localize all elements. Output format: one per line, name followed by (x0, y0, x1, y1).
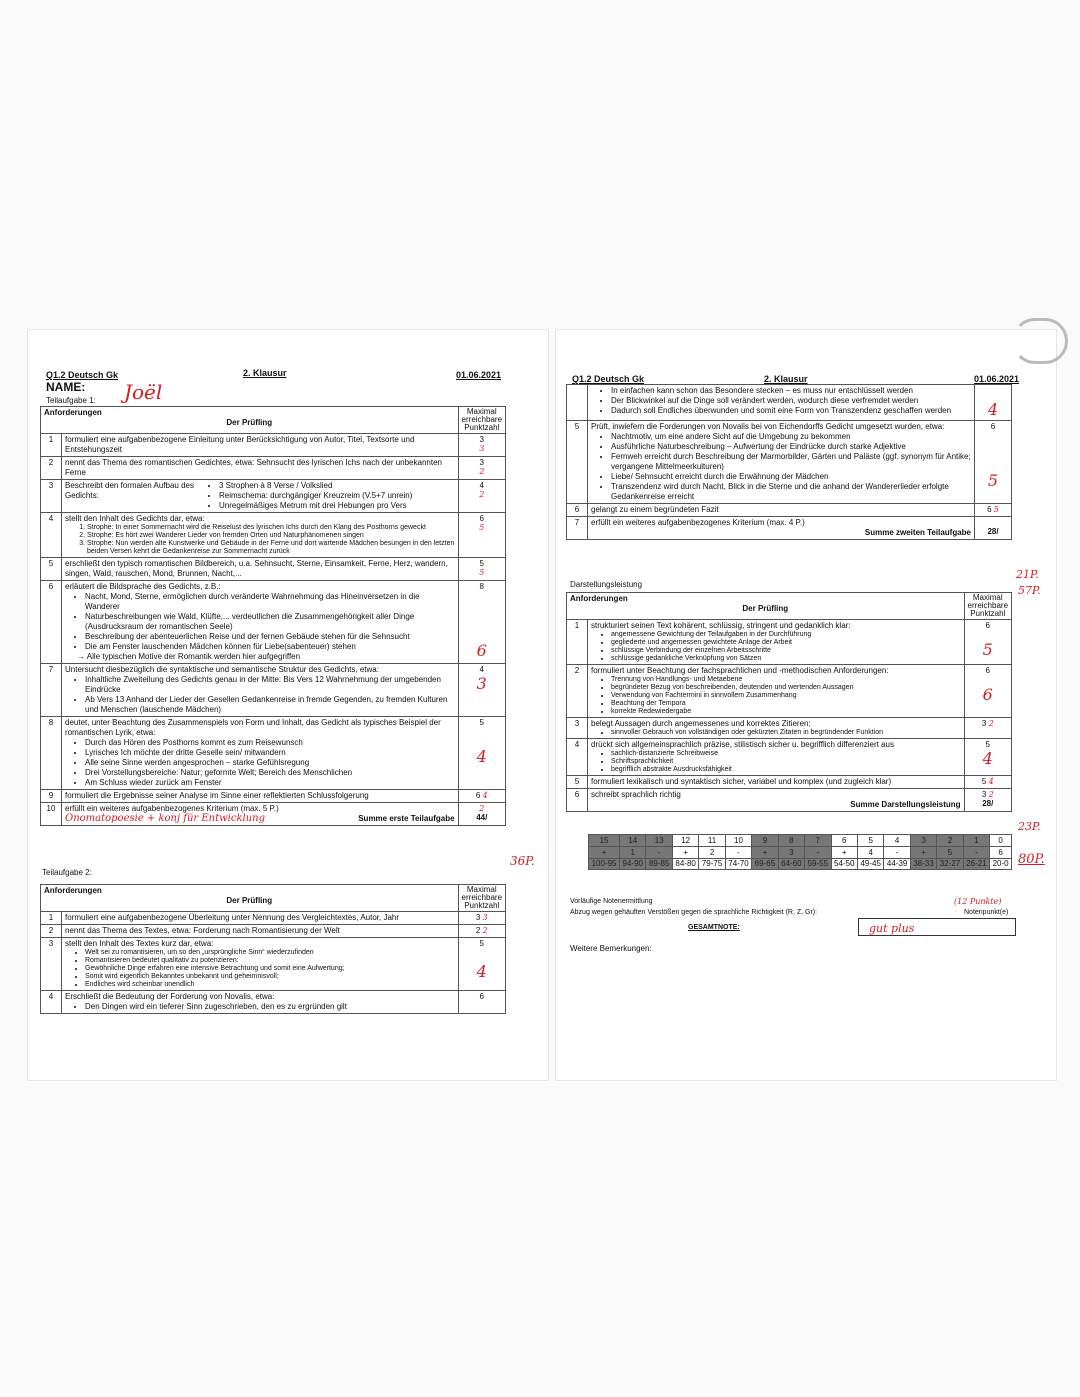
table-row: 6 schreibt sprachlich richtig Summe Darstellungsleistung 3 2 28/ (567, 789, 1012, 812)
paperclip-icon (1012, 318, 1068, 364)
darst-table: Anforderungen Der Prüfling Maximal erreichbare Punktzahl 1 strukturiert seinen Text kohärent, schlüssig, stringent und gedanklich klar: • angemessene Gewichtung der Teilaufgaben in der Durchführung • gegliederte und angemessen gewichtete Anlage der Arbeit • schlüssige Verbindung der einzelnen Arbeitsschritte • schlüssige gedankliche Verknüpfung von Sätzen 6 5 2 formuliert unter Beachtung der fachsprachlichen und -methodischen Anforderungen: • Trennung von Handlungs- und Metaebene • begründeter Bezug von beschreibenden, deutenden und wertenden Aussagen • Verwendung von Fachtermini in sinnvollem Zusammenhang • Beachtung der Tempora • korrekte Redewiedergabe 6 6 3 belegt Aussagen durch angemessenes und korrektes Zitieren: • sinnvoller Gebrauch von vollständigen oder gekürzten Zitaten in begründender Funktion 3 2 4 drückt sich allgemeinsprachlich präzise, stilistisch sicher u. begrifflich differenziert aus • sachlich-distanzierte Schreibweise • Schriftsprachlichkeit • begrifflich abstrakte Ausdrucksfähigkeit 5 4 5 formuliert lexikalisch und syntaktisch sicher, variabel und komplex (und zugleich klar) 5 4 6 schreibt sprachlich richtig Summe Darstellungsleistung 3 2 28/ (566, 592, 1012, 812)
candidate-header: Der Prüfling (226, 418, 273, 427)
grade-table (588, 834, 1012, 870)
grade-cell: 3 (778, 847, 804, 859)
left-sheet (28, 330, 548, 1080)
dsum-label: Summe Darstellungsleistung (850, 800, 961, 809)
task1-label: Teilaufgabe 1: (46, 396, 96, 405)
grade-cell: + (910, 847, 936, 859)
sum2-label: Summe zweiten Teilaufgabe (864, 528, 971, 537)
grade-cell: 2 (937, 835, 963, 847)
table-row: 3 belegt Aussagen durch angemessenes und korrektes Zitieren: • sinnvoller Gebrauch von vollständigen oder gekürzten Zitaten in begründender Funktion 3 2 (567, 718, 1012, 739)
subtotal-score: 57P. (1018, 584, 1041, 597)
grade-cell: + (589, 847, 620, 859)
grade-cell: 74-70 (725, 859, 751, 870)
deduct-label: Abzug wegen gehäuften Verstößen gegen die sprachliche Richtigkeit (R, Z, Gr): (570, 909, 818, 916)
table-row: 6 gelangt zu einem begründeten Fazit 6 5 (567, 504, 1012, 517)
exam-label: 2. Klausur (243, 368, 287, 378)
task2-cont-table (566, 384, 1012, 540)
grade-cell: 3 (910, 835, 936, 847)
table-row: 5 formuliert lexikalisch und syntaktisch sicher, variabel und komplex (und zugleich klar) 5 4 (567, 776, 1012, 789)
grade-cell: 12 (672, 835, 698, 847)
grade-cell: 9 (752, 835, 778, 847)
table-row: 5 erschließt den typisch romantischen Bildbereich, u.a. Sehnsucht, Sterne, Einsamkeit, Ferne, Herz, wandern, singen, Wald, rauschen, Mond, Brunnen, Nacht,... 5 5 (41, 558, 506, 581)
table-row: 7 erfüllt ein weiteres aufgabenbezogenes Kriterium (max. 4 P.) Summe zweiten Teilaufgabe 28/ (567, 517, 1012, 540)
task1-table (40, 406, 506, 826)
table-row: 10 erfüllt ein weiteres aufgabenbezogenes Kriterium (max. 5 P.) Onomatopoesie + konj für Entwicklung Summe erste Teilaufgabe 2 44/ (41, 803, 506, 826)
grade-cell: + (831, 847, 857, 859)
grade-cell: 7 (805, 835, 831, 847)
name-label: NAME: (46, 380, 86, 394)
table-row: 1 strukturiert seinen Text kohärent, schlüssig, stringent und gedanklich klar: • angemessene Gewichtung der Teilaufgaben in der Durchführung • gegliederte und angemessen gewichtete Anlage der Arbeit • schlüssige Verbindung der einzelnen Arbeitsschritte • schlüssige gedankliche Verknüpfung von Sätzen 6 5 (567, 620, 1012, 665)
darst-label: Darstellungsleistung (570, 580, 643, 589)
table-row: 2 nennt das Thema des Textes, etwa: Forderung nach Romantisierung der Welt 2 2 (41, 925, 506, 938)
grade-cell: 1 (963, 835, 989, 847)
course-label: Q1.2 Deutsch Gk (46, 370, 119, 380)
grade-cell: 69-65 (752, 859, 778, 870)
table-row: 5 Prüft, inwiefern die Forderungen von Novalis bei von Eichendorffs Gedicht umgesetzt wurden, etwa: • Nachtmotiv, um eine andere Sicht auf die Umgebung zu bekommen • Ausführliche Naturbeschreibung – Aufwertung der Eindrücke durch starke Adjektive • Fernweh erreicht durch Beschreibung der Marmorbilder, Gärten und Paläste (ggf. synonym für Antike; vergangene Mittelmeerkulturen) • Liebe/ Sehnsucht erreicht durch die Erwähnung der Mädchen • Transzendenz wird durch Nacht, Blick in die Sterne und die anhand der Wandererlieder erfolgte Gedankenreise erreicht 6 5 (567, 421, 1012, 504)
grade-cell: + (672, 847, 698, 859)
table-row: • In einfachen kann schon das Besondere stecken – es muss nur entschlüsselt werden • Der Blickwinkel auf die Dinge soll verändert werden, wodurch diese verfremdet werden • Dadurch soll Endliches überwunden und somit eine Form von Transzendenz geschaffen werden 4 (567, 385, 1012, 421)
total-box (858, 918, 1016, 936)
table-row: 7 Untersucht diesbezüglich die syntaktische und semantische Struktur des Gedichts, etwa: • Inhaltliche Zweiteilung des Gedichts genau in der Mitte: Bis Vers 12 Wahrnehmung der umgebenden Eindrücke • Ab Vers 13 Anhand der Lieder der Gesellen Gedankenreise in fremde Gegenden, zu fremden Kulturen und Menschen (lauschende Mädchen) 4 3 (41, 664, 506, 717)
prelim-value: (12 Punkte) (954, 897, 1002, 906)
total-grade: gut plus (869, 922, 915, 935)
sum2-score: 21P. (1016, 568, 1039, 581)
remarks-label: Weitere Bemerkungen: (570, 944, 652, 953)
total-label: GESAMTNOTE: (688, 924, 740, 931)
handwritten-note: Onomatopoesie + konj für Entwicklung (65, 813, 266, 824)
grade-cell: 15 (589, 835, 620, 847)
deduct-value: Notenpunkt(e) (964, 909, 1009, 916)
grade-cell: 59-55 (805, 859, 831, 870)
right-sheet: Q1.2 Deutsch Gk 2. Klausur 01.06.2021 • In einfachen kann schon das Besondere stecken – es muss nur entschlüsselt werden • Der Blickwinkel auf die Dinge soll verändert werden, wodurch diese verfremdet werden • Dadurch soll Endliches überwunden und somit eine Form von Transzendenz geschaffen werden 4 5 Prüft, inwiefern die Forderungen von Novalis bei von Eichendorffs Gedicht umgesetzt wurden, etwa: • Nachtmotiv, um eine andere Sicht auf die Umgebung zu bekommen • Ausführliche Naturbeschreibung – Aufwertung der Eindrücke durch starke Adjektive • Fernweh erreicht durch Beschreibung der Marmorbilder, Gärten und Paläste (ggf. synonym für Antike; vergangene Mittelmeerkulturen) • Liebe/ Sehnsucht erreicht durch die Erwähnung der Mädchen • Transzendenz wird durch Nacht, Blick in die Sterne und die anhand der Wandererlieder erfolgte Gedankenreise erreicht 6 5 6 gelangt zu einem begründeten Fazit 6 5 7 erfüllt ein weiteres aufgabenbezogenes Kriterium (max. 4 P.) Summe zweiten Teilaufgabe 28/ 21P. 57P. Darstellungsleistung Anforderungen Der Prüfling Maximal erreichbare Punktzahl 1 strukturiert seinen Text kohärent, schlüssig, stringent und gedanklich klar: • angemessene Gewichtung der Teilaufgaben in der Durchführung • gegliederte und angemessen gewichtete Anlage der Arbeit • schlüssige Verbindung der einzelnen Arbeitsschritte • schlüssige gedankliche Verknüpfung von Sätzen 6 5 2 formuliert unter Beachtung der fachsprachlichen und -methodischen Anforderungen: • Trennung von Handlungs- und Metaebene • begründeter Bezug von beschreibenden, deutenden und wertenden Aussagen • Verwendung von Fachtermini in sinnvollem Zusammenhang • Beachtung der Tempora • korrekte Redewiedergabe 6 6 3 belegt Aussagen durch angemessenes und korrektes Zitieren: • sinnvoller Gebrauch von vollständigen oder gekürzten Zitaten in begründender Funktion 3 2 4 drückt sich allgemeinsprachlich präzise, stilistisch sicher u. begrifflich differenziert aus • sachlich-distanzierte Schreibweise • Schriftsprachlichkeit • begrifflich abstrakte Ausdrucksfähigkeit 5 4 5 formuliert lexikalisch und syntaktisch sicher, variabel und komplex (und zugleich klar) 5 4 6 schreibt sprachlich richtig Summe Darstellungsleistung 3 2 28/ 23P. 80P. 15 14 13 12 11 10 9 8 7 6 5 4 3 2 1 0 + 1 - + 2 - + 3 - + 4 - + 5 - 6 100-95 94-90 89-85 84-80 79-75 74-70 69-65 64-60 59-55 54-50 49-45 44-39 38-33 32-27 26-21 20-0 Vorläufige Notenermittlung (12 Punkte) Abzug wegen gehäuften Verstößen gegen die sprachliche Richtigkeit (R, Z, Gr): Notenpunkt(e) GESAMTNOTE: gut plus Weitere Bemerkungen: (556, 330, 1056, 1080)
table-row: 1 formuliert eine aufgabenbezogene Einleitung unter Berücksichtigung von Autor, Titel, Textsorte und Entstehungszeit 3 3 (41, 434, 506, 457)
grade-cell: 64-60 (778, 859, 804, 870)
grade-cell: 84-80 (672, 859, 698, 870)
grade-cell: 49-45 (857, 859, 883, 870)
grade-cell: 32-27 (937, 859, 963, 870)
grade-cell: 5 (857, 835, 883, 847)
date-label: 01.06.2021 (456, 370, 502, 380)
grade-cell: 6 (990, 847, 1012, 859)
grade-cell: 0 (990, 835, 1012, 847)
table-row: 3 Beschreibt den formalen Aufbau des Gedichts: • 3 Strophen à 8 Verse / Volkslied • Reimschema: durchgängiger Kreuzreim (V.5+7 unrein) • Unregelmäßiges Metrum mit drei Hebungen pro Vers 4 2 (41, 480, 506, 513)
grade-cell: 14 (620, 835, 646, 847)
grade-cell: 100-95 (589, 859, 620, 870)
sum1-score: 36P. (510, 854, 535, 868)
student-name: Joël (124, 380, 163, 404)
grade-cell: 10 (725, 835, 751, 847)
grade-cell: - (725, 847, 751, 859)
table-row: 9 formuliert die Ergebnisse seiner Analyse im Sinne einer reflektierten Schlussfolgerung 6 4 (41, 790, 506, 803)
grade-cell: 89-85 (646, 859, 672, 870)
grade-cell: - (963, 847, 989, 859)
table-row: 6 erläutert die Bildsprache des Gedichts, z.B.: • Nacht, Mond, Sterne, ermöglichen durch veränderte Wahrnehmung das Hineinversetzen in die Wanderer • Naturbeschreibungen wie Wald, Klüfte,... verdeutlichen die Zusammengehörigkeit aller Dinge (Ausdrucksraum der romantischen Seele) • Beschreibung der abenteuerlichen Reise und der fernen Gebäude stehen für die Sehnsucht • Die am Fenster lauschenden Mädchen können für Liebe(sabenteuer) stehen → Alle typischen Motive der Romantik werden hier aufgegriffen 8 6 (41, 581, 506, 664)
table-row: 2 formuliert unter Beachtung der fachsprachlichen und -methodischen Anforderungen: • Trennung von Handlungs- und Metaebene • begründeter Bezug von beschreibenden, deutenden und wertenden Aussagen • Verwendung von Fachtermini in sinnvollem Zusammenhang • Beachtung der Tempora • korrekte Redewiedergabe 6 6 (567, 665, 1012, 718)
table-row: 8 deutet, unter Beachtung des Zusammenspiels von Form und Inhalt, das Gedicht als typisches Beispiel der romantischen Lyrik, etwa: • Durch das Hören des Posthorns kommt es zum Reisewunsch • Lyrisches Ich möchte der dritte Geselle sein/ mitwandern • Alle seine Sinne werden angesprochen – starke Gefühlsregung • Drei Vorstellungsbereiche: Natur; geformte Welt; Bereich des Menschlichen • Am Schluss wieder zurück am Fenster 5 4 (41, 717, 506, 790)
table-row: 4 stellt den Inhalt des Gedichts dar, etwa: 1. Strophe: In einer Sommernacht wird die Reiselust des lyrischen Ichs durch den Klang des Posthorns geweckt 2. Strophe: Es hört zwei Wanderer Lieder von fremden Orten und Naturphänomenen singen 3. Strophe: Nun werden alte Kunstwerke und Gebäude in der Ferne und dort wartende Mädchen besungen in den letzten beiden Versen kehrt die Gedankenreise zur Sommernacht zurück 6 5 (41, 513, 506, 558)
prelim-label: Vorläufige Notenermittlung (570, 898, 653, 905)
dsum-score: 23P. (1018, 820, 1041, 833)
sum1-label: Summe erste Teilaufgabe (358, 814, 455, 823)
table-row: 4 Erschließt die Bedeutung der Forderung von Novalis, etwa: • Den Dingen wird ein tieferer Sinn zugeschrieben, den es zu ergründen gilt 6 (41, 991, 506, 1014)
grade-cell: 94-90 (620, 859, 646, 870)
grade-cell: 4 (884, 835, 910, 847)
grade-cell: 79-75 (699, 859, 725, 870)
grade-cell: 1 (620, 847, 646, 859)
max-header: Maximal erreichbare Punktzahl (458, 407, 505, 434)
grade-cell: 4 (857, 847, 883, 859)
grade-cell: 26-21 (963, 859, 989, 870)
grade-cell: 11 (699, 835, 725, 847)
grade-cell: + (752, 847, 778, 859)
table-row: 2 nennt das Thema des romantischen Gedichtes, etwa: Sehnsucht des lyrischen Ichs nach der unbekannten Ferne 3 2 (41, 457, 506, 480)
grade-cell: 8 (778, 835, 804, 847)
req-header: Anforderungen (44, 408, 102, 417)
grade-cell: 13 (646, 835, 672, 847)
grade-cell: 20-0 (990, 859, 1012, 870)
grade-cell: 2 (699, 847, 725, 859)
task2-label: Teilaufgabe 2: (42, 868, 92, 877)
grade-cell: - (805, 847, 831, 859)
table-row: 4 drückt sich allgemeinsprachlich präzise, stilistisch sicher u. begrifflich differenziert aus • sachlich-distanzierte Schreibweise • Schriftsprachlichkeit • begrifflich abstrakte Ausdrucksfähigkeit 5 4 (567, 739, 1012, 776)
table-row: 3 stellt den Inhalt des Textes kurz dar, etwa: • Welt sei zu romantisieren, um so den „ursprüngliche Sinn“ wiederzufinden • Romantisieren bedeutet qualitativ zu potenzieren: • Gewöhnliche Dinge erfahren eine intensive Betrachtung und somit eine Aufwertung; • Somit wird eigentlich Bekanntes unbekannt und geheimnisvoll; • Endliches wird scheinbar unendlich 5 4 (41, 938, 506, 991)
grade-cell: - (646, 847, 672, 859)
grade-cell: 38-33 (910, 859, 936, 870)
grade-cell: 5 (937, 847, 963, 859)
grand-total: 80P. (1018, 852, 1045, 867)
table-row: 1 formuliert eine aufgabenbezogene Überleitung unter Nennung des Vergleichtextes, Autor, Jahr 3 3 (41, 912, 506, 925)
task2-table: Anforderungen Der Prüfling Maximal erreichbare Punktzahl 1 formuliert eine aufgabenbezogene Überleitung unter Nennung des Vergleichtextes, Autor, Jahr 3 3 2 nennt das Thema des Textes, etwa: Forderung nach Romantisierung der Welt 2 2 3 stellt den Inhalt des Textes kurz dar, etwa: • Welt sei zu romantisieren, um so den „ursprüngliche Sinn“ wiederzufinden • Romantisieren bedeutet qualitativ zu potenzieren: • Gewöhnliche Dinge erfahren eine intensive Betrachtung und somit eine Aufwertung; • Somit wird eigentlich Bekanntes unbekannt und geheimnisvoll; • Endliches wird scheinbar unendlich 5 4 4 Erschließt die Bedeutung der Forderung von Novalis, etwa: • Den Dingen wird ein tieferer Sinn zugeschrieben, den es zu ergründen gilt 6 (40, 884, 506, 1014)
grade-cell: 54-50 (831, 859, 857, 870)
grade-cell: 6 (831, 835, 857, 847)
grade-cell: 44-39 (884, 859, 910, 870)
grade-cell: - (884, 847, 910, 859)
